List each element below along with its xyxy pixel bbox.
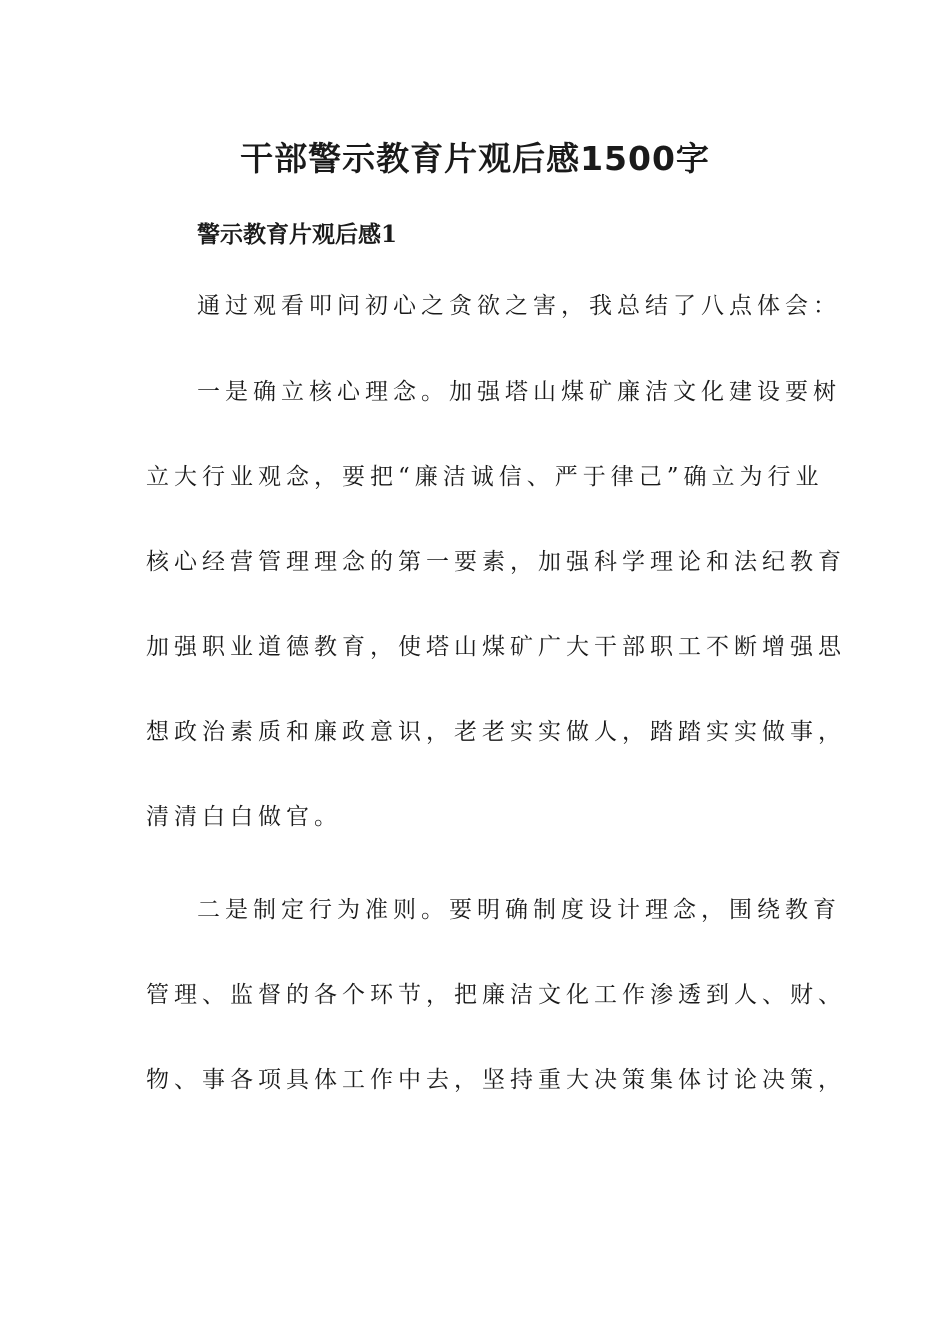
document-title: 干部警示教育片观后感1500字 <box>240 139 710 178</box>
paragraph-line: 管理、监督的各个环节，把廉洁文化工作渗透到人、财、 <box>146 982 846 1008</box>
paragraph-line: 核心经营管理理念的第一要素，加强科学理论和法纪教育 <box>146 549 846 575</box>
section-heading: 警示教育片观后感1 <box>197 221 398 248</box>
paragraph-line: 清清白白做官。 <box>146 804 342 830</box>
paragraph-point-one <box>146 350 846 860</box>
paragraph-line: 物、事各项具体工作中去，坚持重大决策集体讨论决策， <box>146 1067 846 1093</box>
paragraph-line: 想政治素质和廉政意识，老老实实做人，踏踏实实做事， <box>146 719 846 745</box>
paragraph-line: 立大行业观念，要把“廉洁诚信、严于律己”确立为行业 <box>146 464 824 490</box>
paragraph-line: 通过观看叩问初心之贪欲之害，我总结了八点体会： <box>197 293 841 319</box>
paragraph-line: 加强职业道德教育，使塔山煤矿广大干部职工不断增强思 <box>146 634 846 660</box>
paragraph-line: 二是制定行为准则。要明确制度设计理念，围绕教育 <box>197 897 841 923</box>
paragraph-intro <box>146 264 841 349</box>
paragraph-line: 一是确立核心理念。加强塔山煤矿廉洁文化建设要树 <box>197 379 841 405</box>
paragraph-point-two <box>146 868 846 1123</box>
